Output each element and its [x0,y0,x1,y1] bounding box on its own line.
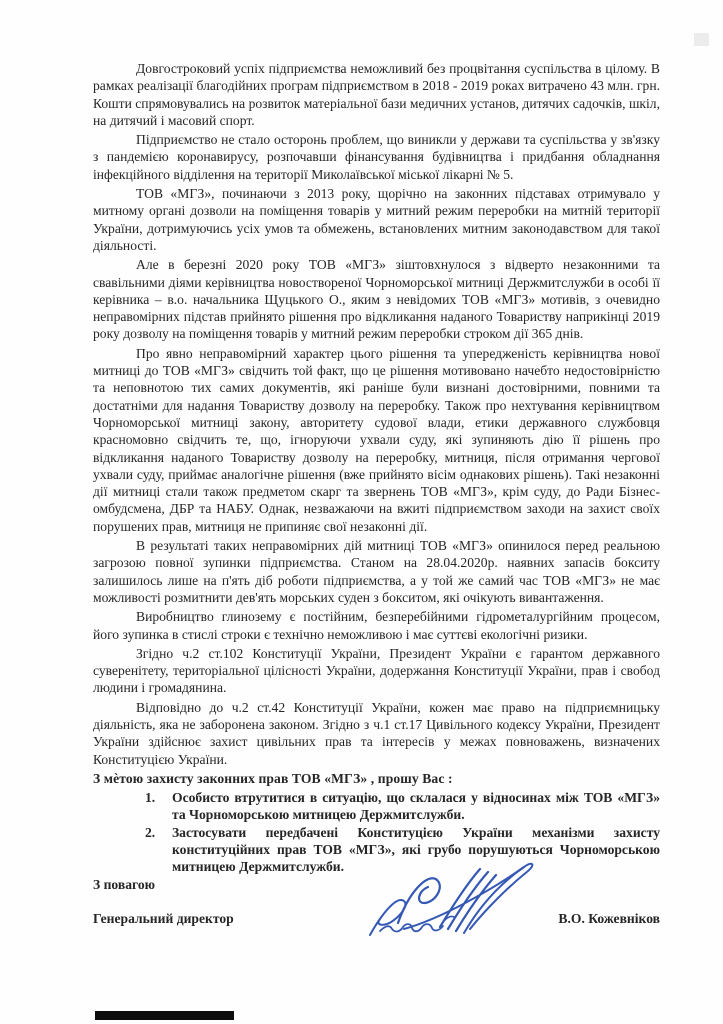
list-item-text: Особисто втрутитися в ситуацію, що склалася у відносинах між ТОВ «МГЗ» та Чорноморською митницею Держмитслужби. [172,790,660,823]
paragraph: Про явно неправомірний характер цього рішення та упередженість керівництва нової митниці до ТОВ «МГЗ» свідчить той факт, що це рішення мотивовано начебто недостовірністю та неповнотою тих самих документів, які раніше були визнані достовірними, повними та достатніми для надання Товариству дозволу на переробку. Також про нехтування керівництвом Чорноморської митниці закону, авторитету судової влади, етики державного службовця красномовно свідчить те, що, ігноруючи ухвали суду, які зупиняють дію її рішень про відкликання наданого Товариству дозволу на переробку, митниця, після отримання чергової ухвали суду, приймає аналогічне рішення (вже прийнято вісім однакових рішень). Такі незаконні дії митниці стали також предметом скарг та звернень ТОВ «МГЗ», крім суду, до Ради Бізнес-омбудсмена, ДБР та НАБУ. Однак, незважаючи на вжиті підприємством заходи на захист своїх порушених прав, митниця не припиняє свої незаконні дії. [93,345,660,534]
signer-row [93,910,660,927]
list-item [145,789,660,824]
scan-artifact [694,33,709,46]
letter-body [93,60,660,927]
paragraph: Виробництво глинозему є постійним, безперебійними гідрометалургійним процесом, його зупинка в стислі строки є технічно неможливою і має суттєві екологічні ризики. [93,609,660,642]
list-item [145,824,660,876]
paragraph: Відповідно до ч.2 ст.42 Конституції України, кожен має право на підприємницьку діяльність, яка не заборонена законом. Згідно з ч.1 ст.17 Цивільного кодексу України, Президент України здійснює захист цивільних прав та інтересів у межах повноважень, визначених Конституцією України. [93,699,660,767]
list-item-number: 2. [145,824,156,840]
petition-list [93,789,660,875]
paragraph: ТОВ «МГЗ», починаючи з 2013 року, щорічно на законних підставах отримувало у митному органі дозволи на поміщення товарів у митний режим переробки на митній території України, дотримуючись усіх умов та обмежень, встановлених митним законодавством для такої діяльності. [93,186,660,253]
paragraph: Довгостроковий успіх підприємства неможливий без процвітання суспільства в цілому. В рамках реалізації благодійних програм підприємством в 2018 - 2019 роках витрачено 43 млн. грн. Кошти спрямовувались на розвиток матеріальної бази медичних установ, дитячих садочків, шкіл, на дитячий і масовий спорт. [93,61,660,128]
signer-name: В.О. Кожевніков [558,910,660,926]
closing-salutation: З повагою [93,876,156,892]
paragraph: Підприємство не стало осторонь проблем, що виникли у держави та суспільства у зв'язку з пандемією коронавирусу, розпочавши фінансування будівництва і придбання обладнання інфекційного відділення на території Миколаївської міської лікарні № 5. [93,132,660,182]
signer-title: Генеральний директор [93,910,234,926]
petition-intro: З мѐтою захисту законних прав ТОВ «МГЗ» , прошу Вас : [93,770,453,786]
redaction-bar [95,1011,234,1020]
list-item-number: 1. [145,790,156,806]
list-item-text: Застосувати передбачені Конституцією України механізми захисту конституційних прав ТОВ «МГЗ», які грубо порушуються Чорноморською митницею Держмитслужби. [172,824,660,875]
paragraph: Згідно ч.2 ст.102 Конституції України, Президент України є гарантом державного суверенітету, територіальної цілісності України, додержання Конституції України, прав і свобод людини і громадянина. [93,645,660,696]
paragraph: Але в березні 2020 року ТОВ «МГЗ» зіштовхнулося з відверто незаконними та свавільними діями керівництва новоствореної Чорноморської митниці Держмитслужби в особі її керівника – в.о. начальника Щуцького О., яким з невідомих ТОВ «МГЗ» мотивів, з очевидно неправомірних підстав прийнято рішення про відкликання наданого Товариству наприкінці 2019 року дозволу на поміщення товарів у митний режим переробки строком дії 365 днів. [93,257,660,342]
paragraph: В результаті таких неправомірних дій митниці ТОВ «МГЗ» опинилося перед реальною загрозою повної зупинки підприємства. Станом на 28.04.2020р. наявних запасів бокситу залишилось лише на п'ять діб роботи підприємства, а у той же самий час ТОВ «МГЗ» не має можливості розмитнити дев'ять морських суден з бокситом, які очікують вивантаження. [93,538,660,605]
